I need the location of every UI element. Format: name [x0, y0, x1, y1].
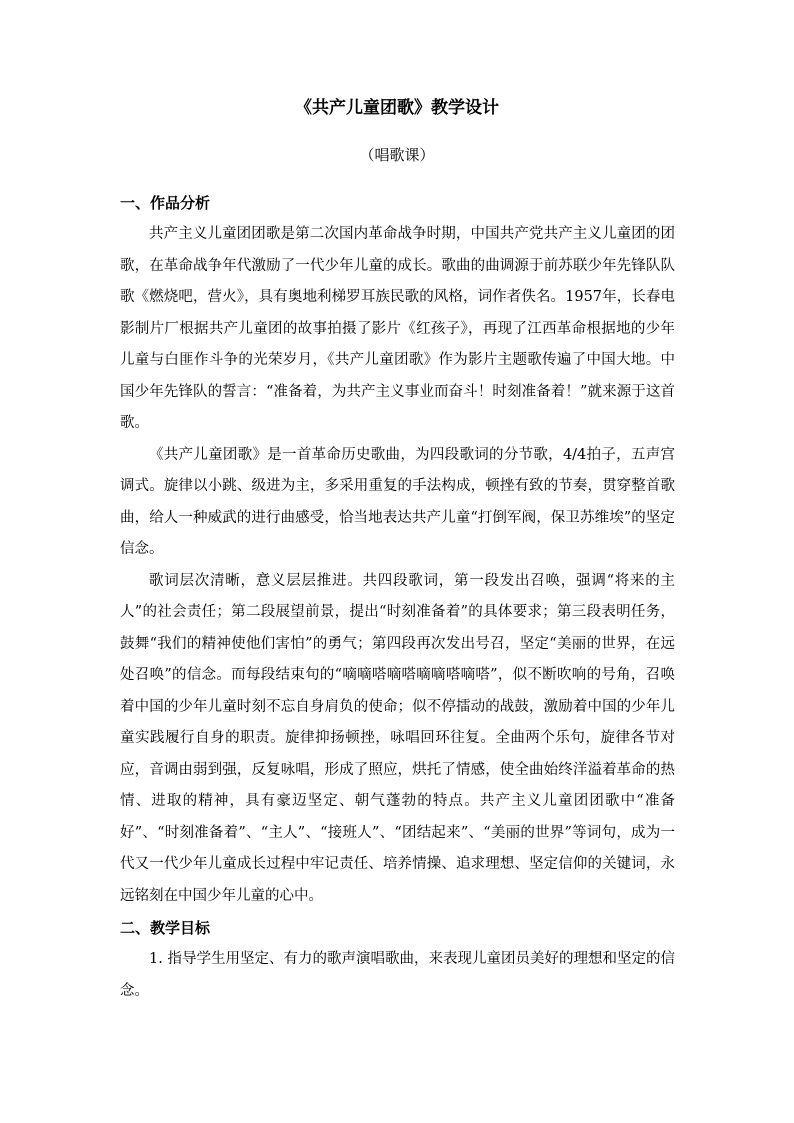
- paragraph: 《共产儿童团歌》是一首革命历史歌曲，为四段歌词的分节歌，4/4拍子，五声宫调式。旋律以小跳、级进为主，多采用重复的手法构成，顿挫有致的节奏，贯穿整首歌曲，给人一种威武的进行曲感受，恰当地表达共产儿童“打倒军阀，保卫苏维埃”的坚定信念。: [120, 446, 675, 557]
- section-heading: 二、教学目标: [120, 919, 211, 937]
- document-body: [120, 187, 675, 1007]
- paragraph: 1. 指导学生用坚定、有力的歌声演唱歌曲，来表现儿童团员美好的理想和坚定的信念。: [120, 951, 675, 999]
- document-title: 《共产儿童团歌》教学设计: [295, 98, 499, 118]
- paragraph: 共产主义儿童团团歌是第二次国内革命战争时期，中国共产党共产主义儿童团的团歌，在革命战争年代激励了一代少年儿童的成长。歌曲的曲调源于前苏联少年先锋队队歌《燃烧吧，营火》，具有奥地利梯罗耳族民歌的风格，词作者佚名。1957年，长春电影制片厂根据共产儿童团的故事拍摄了影片《红孩子》，再现了江西革命根据地的少年儿童与白匪作斗争的光荣岁月，《共产儿童团歌》作为影片主题歌传遍了中国大地。中国少年先锋队的誓言：“准备着，为共产主义事业而奋斗！时刻准备着！”就来源于这首歌。: [120, 226, 675, 431]
- section-heading: 一、作品分析: [120, 194, 211, 212]
- paragraph: 歌词层次清晰，意义层层推进。共四段歌词，第一段发出召唤，强调“将来的主人”的社会责任；第二段展望前景，提出“时刻准备着”的具体要求；第三段表明任务，鼓舞“我们的精神使他们害怕”的勇气；第四段再次发出号召，坚定“美丽的世界，在远处召唤”的信念。而每段结束句的“嘀嘀嗒嘀嗒嘀嘀嗒嘀嗒”，似不断吹响的号角，召唤着中国的少年儿童时刻不忘自身肩负的使命；似不停擂动的战鼓，激励着中国的少年儿童实践履行自身的职责。旋律抑扬顿挫，咏唱回环往复。全曲两个乐句，旋律各节对应，音调由弱到强，反复咏唱，形成了照应，烘托了情感，使全曲始终洋溢着革命的热情、进取的精神，具有豪迈坚定、朝气蓬勃的特点。共产主义儿童团团歌中“准备好”、“时刻准备着”、“主人”、“接班人”、“团结起来”、“美丽的世界”等词句，成为一代又一代少年儿童成长过程中牢记责任、培养情操、追求理想、坚定信仰的关键词，永远铭刻在中国少年儿童的心中。: [120, 572, 675, 904]
- document-subtitle: （唱歌课）: [359, 146, 435, 164]
- section-objectives: [120, 912, 675, 1007]
- section-analysis: [120, 187, 675, 912]
